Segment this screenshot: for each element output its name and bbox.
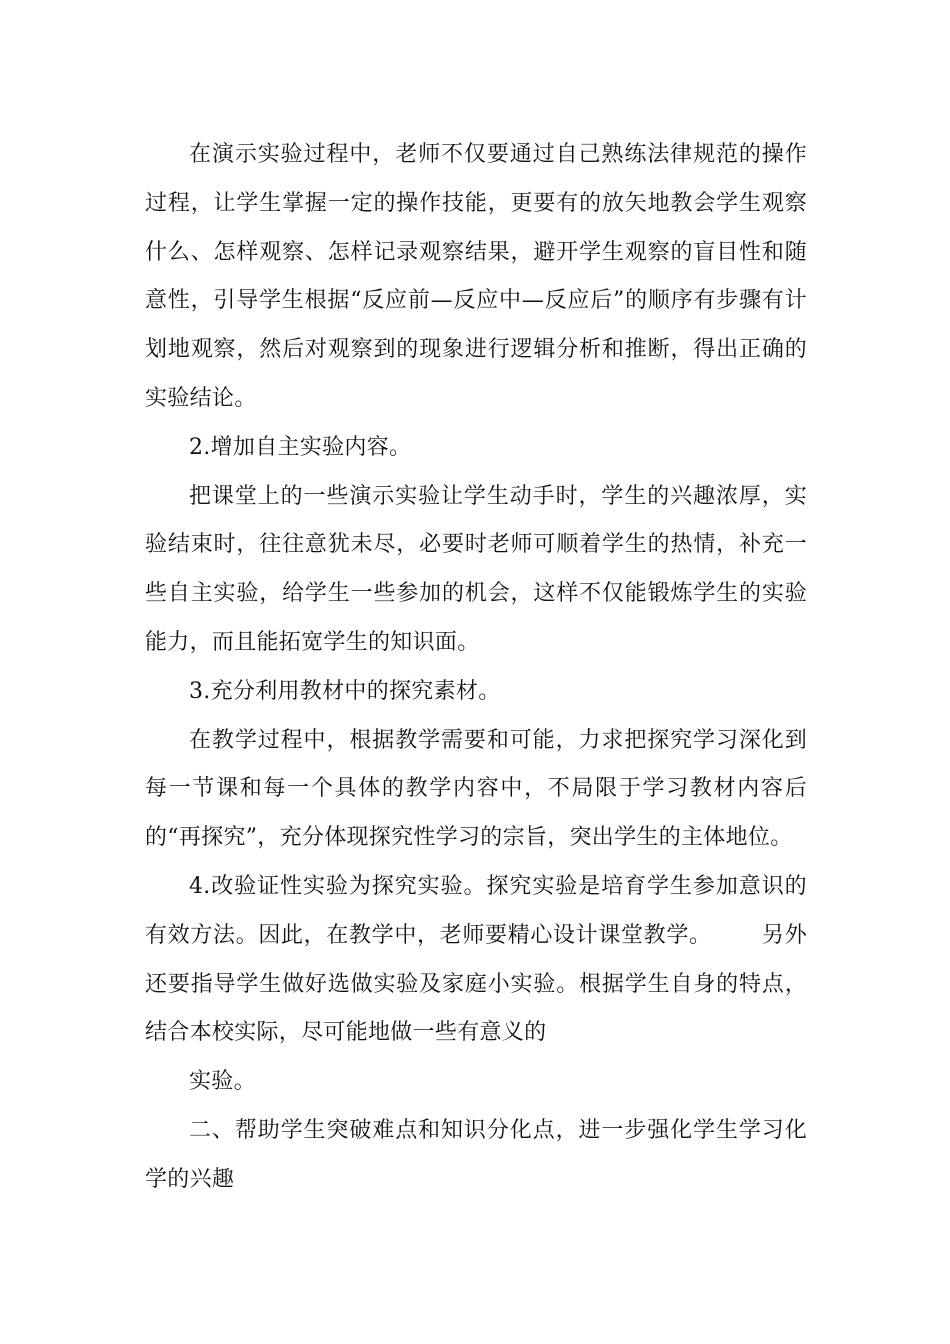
heading-autonomous-experiments: 2.增加自主实验内容。 [189, 434, 412, 460]
paragraph-inquiry-experiments-part2: 另外还要指导学生做好选做实验及家庭小实验。根据学生自身的特点，结合本校实际，尽可能地做一些有意义的 [145, 922, 807, 1046]
paragraph-experiment-continuation: 实验。 [189, 1069, 256, 1095]
heading-inquiry-materials: 3.充分利用教材中的探究素材。 [189, 678, 501, 704]
paragraph-inquiry-experiments-part1: 4.改验证性实验为探究实验。探究实验是培育学生参加意识的有效方法。因此，在教学中，老师要精心设计课堂教学。 [145, 873, 807, 948]
paragraph-inquiry-materials: 在教学过程中，根据教学需要和可能，力求把探究学习深化到每一节课和每一个具体的教学内容中，不局限于学习教材内容后的“再探究”，充分体现探究性学习的宗旨，突出学生的主体地位。 [145, 727, 807, 851]
document-body [145, 131, 807, 1205]
paragraph-autonomous-experiments: 把课堂上的一些演示实验让学生动手时，学生的兴趣浓厚，实验结束时，往往意犹未尽，必要时老师可顺着学生的热情，补充一些自主实验，给学生一些参加的机会，这样不仅能锻炼学生的实验能力，而且能拓宽学生的知识面。 [145, 483, 807, 655]
paragraph-inquiry-experiments [145, 863, 807, 1058]
section-heading-difficulties: 二、帮助学生突破难点和知识分化点，进一步强化学生学习化学的兴趣 [145, 1117, 807, 1192]
paragraph-observation: 在演示实验过程中，老师不仅要通过自己熟练法律规范的操作过程，让学生掌握一定的操作技能，更要有的放矢地教会学生观察什么、怎样观察、怎样记录观察结果，避开学生观察的盲目性和随意性，引导学生根据“反应前—反应中—反应后”的顺序有步骤有计划地观察，然后对观察到的现象进行逻辑分析和推断，得出正确的实验结论。 [145, 142, 807, 411]
